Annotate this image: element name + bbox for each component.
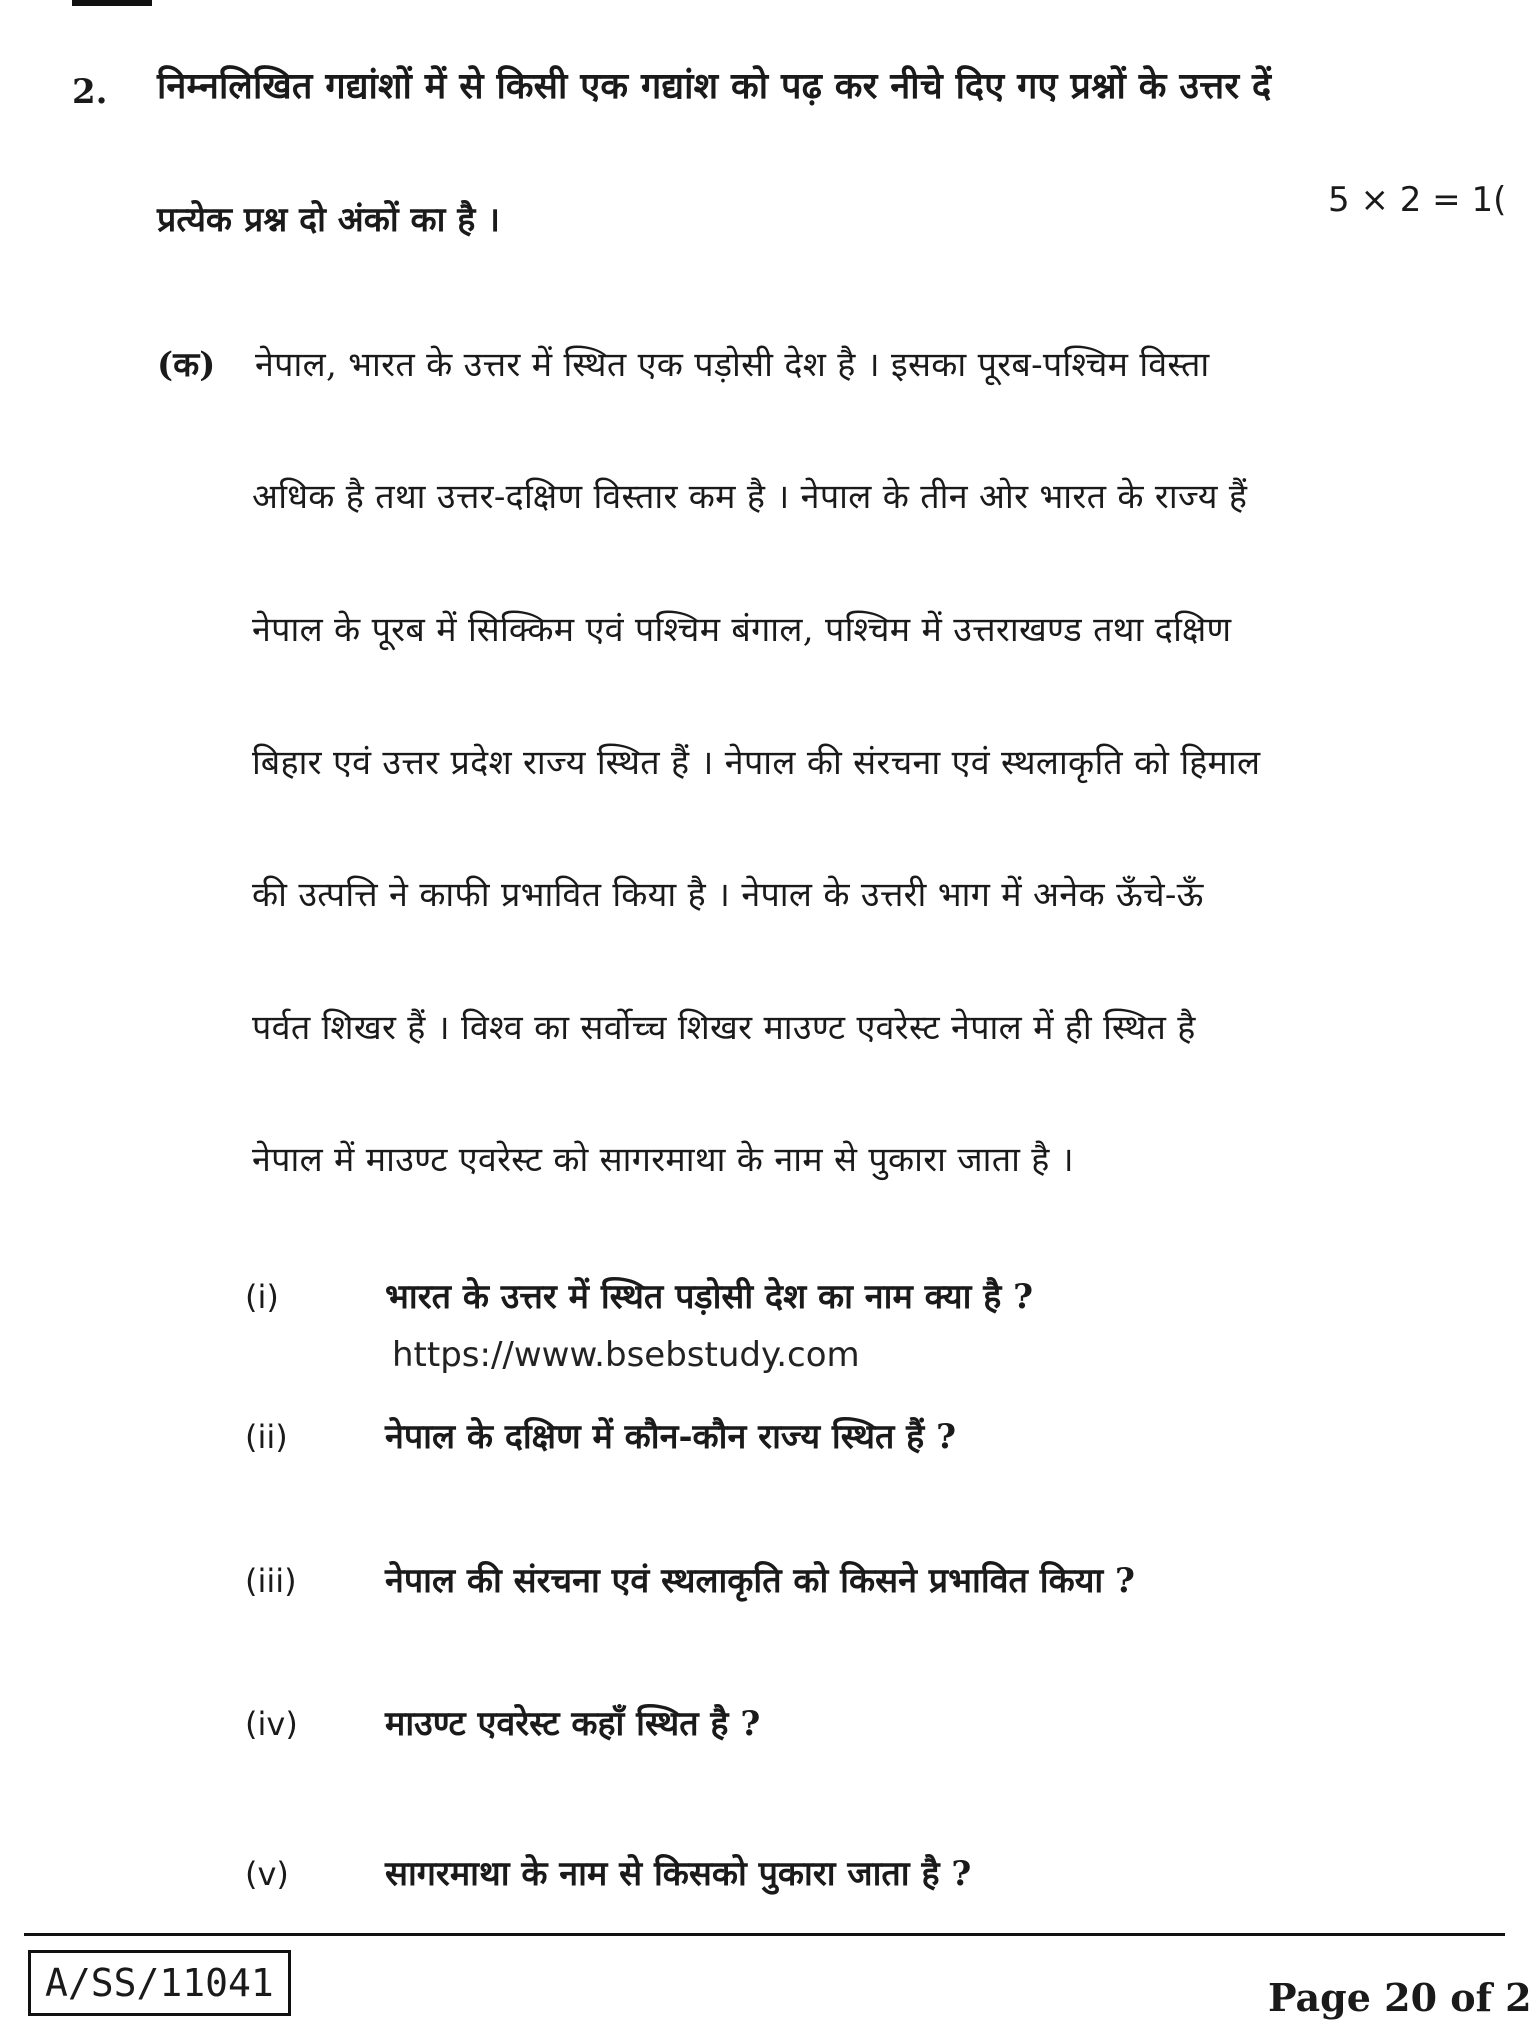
sub-question-text: नेपाल के दक्षिण में कौन-कौन राज्य स्थित हैं ? xyxy=(385,1417,956,1457)
question-number: 2. xyxy=(72,72,108,112)
passage-line: नेपाल में माउण्ट एवरेस्ट को सागरमाथा के नाम से पुकारा जाता है । xyxy=(252,1140,1074,1180)
passage-line: बिहार एवं उत्तर प्रदेश राज्य स्थित हैं । नेपाल की संरचना एवं स्थलाकृति को हिमाल xyxy=(252,743,1261,783)
sub-question-label: (iv) xyxy=(245,1705,298,1743)
top-edge-mark xyxy=(72,0,152,6)
passage-label: (क) xyxy=(157,345,216,385)
passage-line: की उत्पत्ति ने काफी प्रभावित किया है । नेपाल के उत्तरी भाग में अनेक ऊँचे-ऊँ xyxy=(252,875,1204,915)
sub-question-text: माउण्ट एवरेस्ट कहाँ स्थित है ? xyxy=(385,1704,761,1744)
sub-question-label: (ii) xyxy=(245,1418,288,1456)
passage-line: नेपाल, भारत के उत्तर में स्थित एक पड़ोसी देश है । इसका पूरब-पश्चिम विस्ता xyxy=(255,345,1210,385)
question-instruction: निम्नलिखित गद्यांशों में से किसी एक गद्यांश को पढ़ कर नीचे दिए गए प्रश्नों के उत्तर दें xyxy=(157,65,1272,107)
watermark-url: https://www.bsebstudy.com xyxy=(392,1335,860,1375)
question-sub-instruction: प्रत्येक प्रश्न दो अंकों का है । xyxy=(157,200,501,240)
sub-question-label: (v) xyxy=(245,1855,289,1893)
page-number: Page 20 of 2 xyxy=(1268,1975,1532,2020)
passage-line: अधिक है तथा उत्तर-दक्षिण विस्तार कम है । नेपाल के तीन ओर भारत के राज्य हैं xyxy=(252,477,1248,517)
question-marks: 5 × 2 = 1( xyxy=(1328,180,1507,220)
passage-line: नेपाल के पूरब में सिक्किम एवं पश्चिम बंगाल, पश्चिम में उत्तराखण्ड तथा दक्षिण xyxy=(252,610,1232,650)
sub-question-label: (iii) xyxy=(245,1562,297,1600)
sub-question-text: भारत के उत्तर में स्थित पड़ोसी देश का नाम क्या है ? xyxy=(385,1277,1034,1317)
passage-line: पर्वत शिखर हैं । विश्व का सर्वोच्च शिखर माउण्ट एवरेस्ट नेपाल में ही स्थित है xyxy=(252,1008,1196,1048)
sub-question-text: सागरमाथा के नाम से किसको पुकारा जाता है ? xyxy=(385,1854,972,1894)
paper-code-box: A/SS/11041 xyxy=(28,1950,291,2016)
footer-divider xyxy=(24,1933,1505,1936)
sub-question-label: (i) xyxy=(245,1278,279,1316)
sub-question-text: नेपाल की संरचना एवं स्थलाकृति को किसने प्रभावित किया ? xyxy=(385,1561,1135,1601)
